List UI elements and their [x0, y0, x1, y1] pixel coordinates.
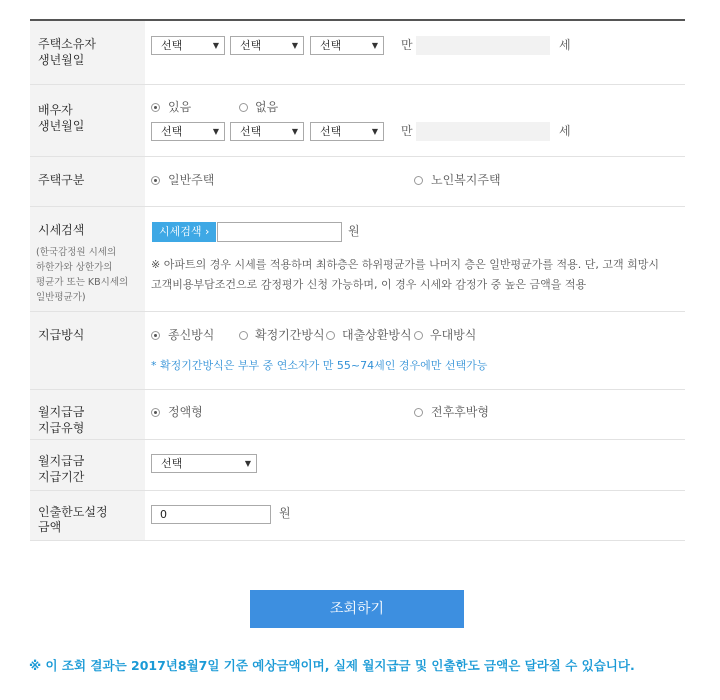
spouse-age-suffix: 세	[559, 124, 571, 138]
spouse-age-prefix: 만	[401, 124, 413, 138]
row-header	[30, 157, 145, 206]
spouse-month-select[interactable]	[230, 122, 304, 141]
spouse-birth-label-2: 생년월일	[38, 119, 85, 133]
fixed-amount-radio[interactable]	[151, 408, 160, 417]
submit-button[interactable]: 조회하기	[250, 590, 464, 628]
general-house-radio[interactable]	[151, 176, 160, 185]
market-price-input[interactable]	[217, 222, 342, 242]
select-value: 선택	[161, 125, 183, 138]
footer-note: ※ 이 조회 결과는 2017년8월7일 기준 예상금액이며, 실제 월지급금 및 인출한도 금액은 달라질 수 있습니다.	[29, 658, 635, 673]
spouse-no-radio[interactable]	[239, 103, 248, 112]
chevron-down-icon: ▼	[212, 127, 219, 136]
senior-house-radio[interactable]	[414, 176, 423, 185]
row-market-price	[30, 207, 685, 312]
lifetime-radio[interactable]	[151, 331, 160, 340]
market-price-sub-3: 평균가 또는 KB시세의	[36, 277, 129, 288]
market-search-button[interactable]: 시세검색 ›	[152, 222, 216, 242]
withdraw-limit-unit: 원	[279, 506, 291, 520]
select-value: 선택	[320, 39, 342, 52]
market-price-note-1: ※ 아파트의 경우 시세를 적용하며 최하층은 하위평균가를 나머지 층은 일반평균가를 적용. 단, 고객 희망시	[151, 258, 659, 271]
row-withdraw-limit	[30, 491, 685, 541]
row-header	[30, 390, 145, 439]
monthly-period-label-1: 월지급금	[38, 454, 85, 468]
preferential-radio[interactable]	[414, 331, 423, 340]
spouse-birth-label-1: 배우자	[38, 103, 73, 117]
general-house-label: 일반주택	[168, 173, 215, 187]
front-loaded-label: 전후후박형	[431, 405, 489, 419]
market-price-unit: 원	[348, 224, 360, 238]
chevron-down-icon: ▼	[371, 41, 378, 50]
chevron-down-icon: ▼	[371, 127, 378, 136]
chevron-down-icon: ▼	[212, 41, 219, 50]
front-loaded-radio[interactable]	[414, 408, 423, 417]
row-spouse-birth	[30, 85, 685, 157]
payment-method-note: * 확정기간방식은 부부 중 연소자가 만 55~74세인 경우에만 선택가능	[151, 359, 488, 372]
row-header	[30, 85, 145, 156]
spouse-year-select[interactable]	[151, 122, 225, 141]
spouse-yes-radio[interactable]	[151, 103, 160, 112]
owner-age-field	[416, 36, 550, 55]
row-monthly-type	[30, 390, 685, 440]
row-header	[30, 21, 145, 84]
row-owner-birth	[30, 21, 685, 85]
inquiry-form	[30, 19, 685, 541]
spouse-day-select[interactable]	[310, 122, 384, 141]
loan-repay-radio[interactable]	[326, 331, 335, 340]
chevron-down-icon: ▼	[291, 127, 298, 136]
owner-age-prefix: 만	[401, 38, 413, 52]
market-price-label: 시세검색	[38, 223, 85, 237]
owner-month-select[interactable]	[230, 36, 304, 55]
row-header	[30, 207, 145, 311]
owner-year-select[interactable]	[151, 36, 225, 55]
owner-birth-label-1: 주택소유자	[38, 37, 96, 51]
house-type-label: 주택구분	[38, 173, 85, 187]
spouse-age-field	[416, 122, 550, 141]
row-header	[30, 491, 145, 540]
market-price-note-2: 고객비용부담조건으로 감정평가 신청 가능하며, 이 경우 시세와 감정가 중 높은 금액을 적용	[151, 278, 587, 291]
row-monthly-period	[30, 440, 685, 491]
preferential-label: 우대방식	[430, 328, 477, 342]
market-price-sub-1: (한국감정원 시세의	[36, 247, 117, 258]
lifetime-label: 종신방식	[168, 328, 215, 342]
withdraw-limit-input[interactable]: 0	[151, 505, 271, 524]
row-payment-method	[30, 312, 685, 390]
withdraw-limit-label-1: 인출한도설정	[38, 505, 108, 519]
market-price-sub-4: 일반평균가)	[36, 292, 86, 303]
owner-age-suffix: 세	[559, 38, 571, 52]
fixed-term-label: 확정기간방식	[255, 328, 325, 342]
senior-house-label: 노인복지주택	[431, 173, 501, 187]
fixed-term-radio[interactable]	[239, 331, 248, 340]
market-price-sub-2: 하한가와 상한가의	[36, 262, 113, 273]
monthly-type-label-1: 월지급금	[38, 405, 85, 419]
spouse-no-label: 없음	[255, 100, 279, 114]
row-house-type	[30, 157, 685, 207]
select-value: 선택	[240, 39, 262, 52]
spouse-yes-label: 있음	[168, 100, 192, 114]
owner-day-select[interactable]	[310, 36, 384, 55]
row-header	[30, 312, 145, 389]
withdraw-limit-label-2: 금액	[38, 520, 62, 534]
owner-birth-label-2: 생년월일	[38, 53, 85, 67]
select-value: 선택	[161, 39, 183, 52]
select-value: 선택	[161, 457, 183, 470]
select-value: 선택	[320, 125, 342, 138]
fixed-amount-label: 정액형	[168, 405, 203, 419]
loan-repay-label: 대출상환방식	[342, 328, 412, 342]
payment-method-label: 지급방식	[38, 328, 85, 342]
chevron-down-icon: ▼	[291, 41, 298, 50]
monthly-period-select[interactable]	[151, 454, 257, 473]
chevron-down-icon: ▼	[244, 459, 251, 468]
monthly-period-label-2: 지급기간	[38, 470, 85, 484]
row-header	[30, 440, 145, 490]
select-value: 선택	[240, 125, 262, 138]
monthly-type-label-2: 지급유형	[38, 421, 85, 435]
